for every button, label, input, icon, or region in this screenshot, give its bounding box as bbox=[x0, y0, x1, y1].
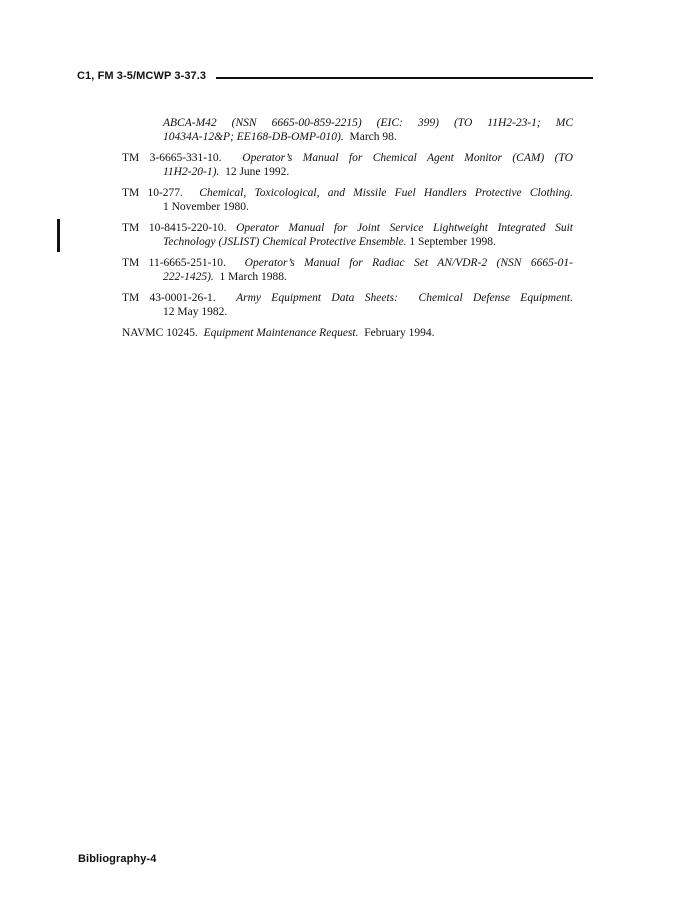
entry-text-segment: NAVMC 10245. bbox=[122, 327, 198, 339]
entry-text-segment: TM 43-0001-26-1. bbox=[122, 292, 216, 304]
entry-title-segment: Technology (JSLIST) Chemical Protective Ensemble. bbox=[163, 236, 407, 248]
entry-line bbox=[122, 116, 573, 130]
entry-text-segment: 1 March 1988. bbox=[213, 271, 287, 283]
entry-line bbox=[122, 200, 573, 214]
entry-text-segment: TM 3-6665-331-10. bbox=[122, 152, 222, 164]
entry-text-segment: 12 June 1992. bbox=[219, 166, 290, 178]
entry-title-segment: Operator’s Manual for Chemical Agent Monitor (CAM) (TO bbox=[221, 152, 573, 164]
entry-line bbox=[122, 305, 573, 319]
entry-text-segment: TM 11-6665-251-10. bbox=[122, 257, 226, 269]
entry-text-segment: TM 10-8415-220-10. bbox=[122, 222, 227, 234]
bibliography-entry bbox=[122, 326, 573, 340]
entry-line bbox=[122, 130, 573, 144]
entry-title-segment: Army Equipment Data Sheets: Chemical Defense Equipment. bbox=[215, 292, 573, 304]
entry-text-segment: TM 10-277. bbox=[122, 187, 183, 199]
entry-text-segment: 1 September 1998. bbox=[406, 236, 496, 248]
header-rule bbox=[216, 77, 593, 79]
entry-text-segment: February 1994. bbox=[358, 327, 435, 339]
entry-title-segment: Equipment Maintenance Request. bbox=[197, 327, 359, 339]
entry-text-segment: March 98. bbox=[343, 131, 397, 143]
entry-text-segment: 12 May 1982. bbox=[163, 306, 228, 318]
entry-line bbox=[122, 291, 573, 305]
entry-title-segment: 222-1425). bbox=[163, 271, 214, 283]
bibliography-entry bbox=[122, 186, 573, 214]
entry-line bbox=[122, 256, 573, 270]
bibliography-entry bbox=[122, 256, 573, 284]
entry-title-segment: 10434A-12&P; EE168-DB-OMP-010). bbox=[163, 131, 344, 143]
entry-line bbox=[122, 235, 573, 249]
change-bar bbox=[57, 219, 60, 252]
entry-title-segment: Chemical, Toxicological, and Missile Fuel Handlers Protective Clothing. bbox=[182, 187, 573, 199]
document-id: C1, FM 3-5/MCWP 3-37.3 bbox=[77, 70, 207, 82]
entry-line bbox=[122, 221, 573, 235]
bibliography-entry bbox=[122, 151, 573, 179]
bibliography-list bbox=[122, 116, 573, 347]
entry-line bbox=[122, 186, 573, 200]
page-number: Bibliography-4 bbox=[78, 853, 157, 865]
entry-line bbox=[122, 326, 573, 340]
entry-title-segment: Operator’s Manual for Radiac Set AN/VDR-2 (NSN 6665-01- bbox=[225, 257, 573, 269]
entry-title-segment: ABCA-M42 (NSN 6665-00-859-2215) (EIC: 399) (TO 11H2-23-1; MC bbox=[163, 117, 573, 129]
entry-line bbox=[122, 270, 573, 284]
entry-line bbox=[122, 151, 573, 165]
bibliography-entry bbox=[122, 221, 573, 249]
bibliography-entry bbox=[122, 116, 573, 144]
entry-title-segment: 11H2-20-1). bbox=[163, 166, 220, 178]
entry-title-segment: Operator Manual for Joint Service Lightweight Integrated Suit bbox=[226, 222, 573, 234]
page-footer bbox=[78, 853, 156, 865]
entry-text-segment: 1 November 1980. bbox=[163, 201, 249, 213]
bibliography-entry bbox=[122, 291, 573, 319]
entry-line bbox=[122, 165, 573, 179]
